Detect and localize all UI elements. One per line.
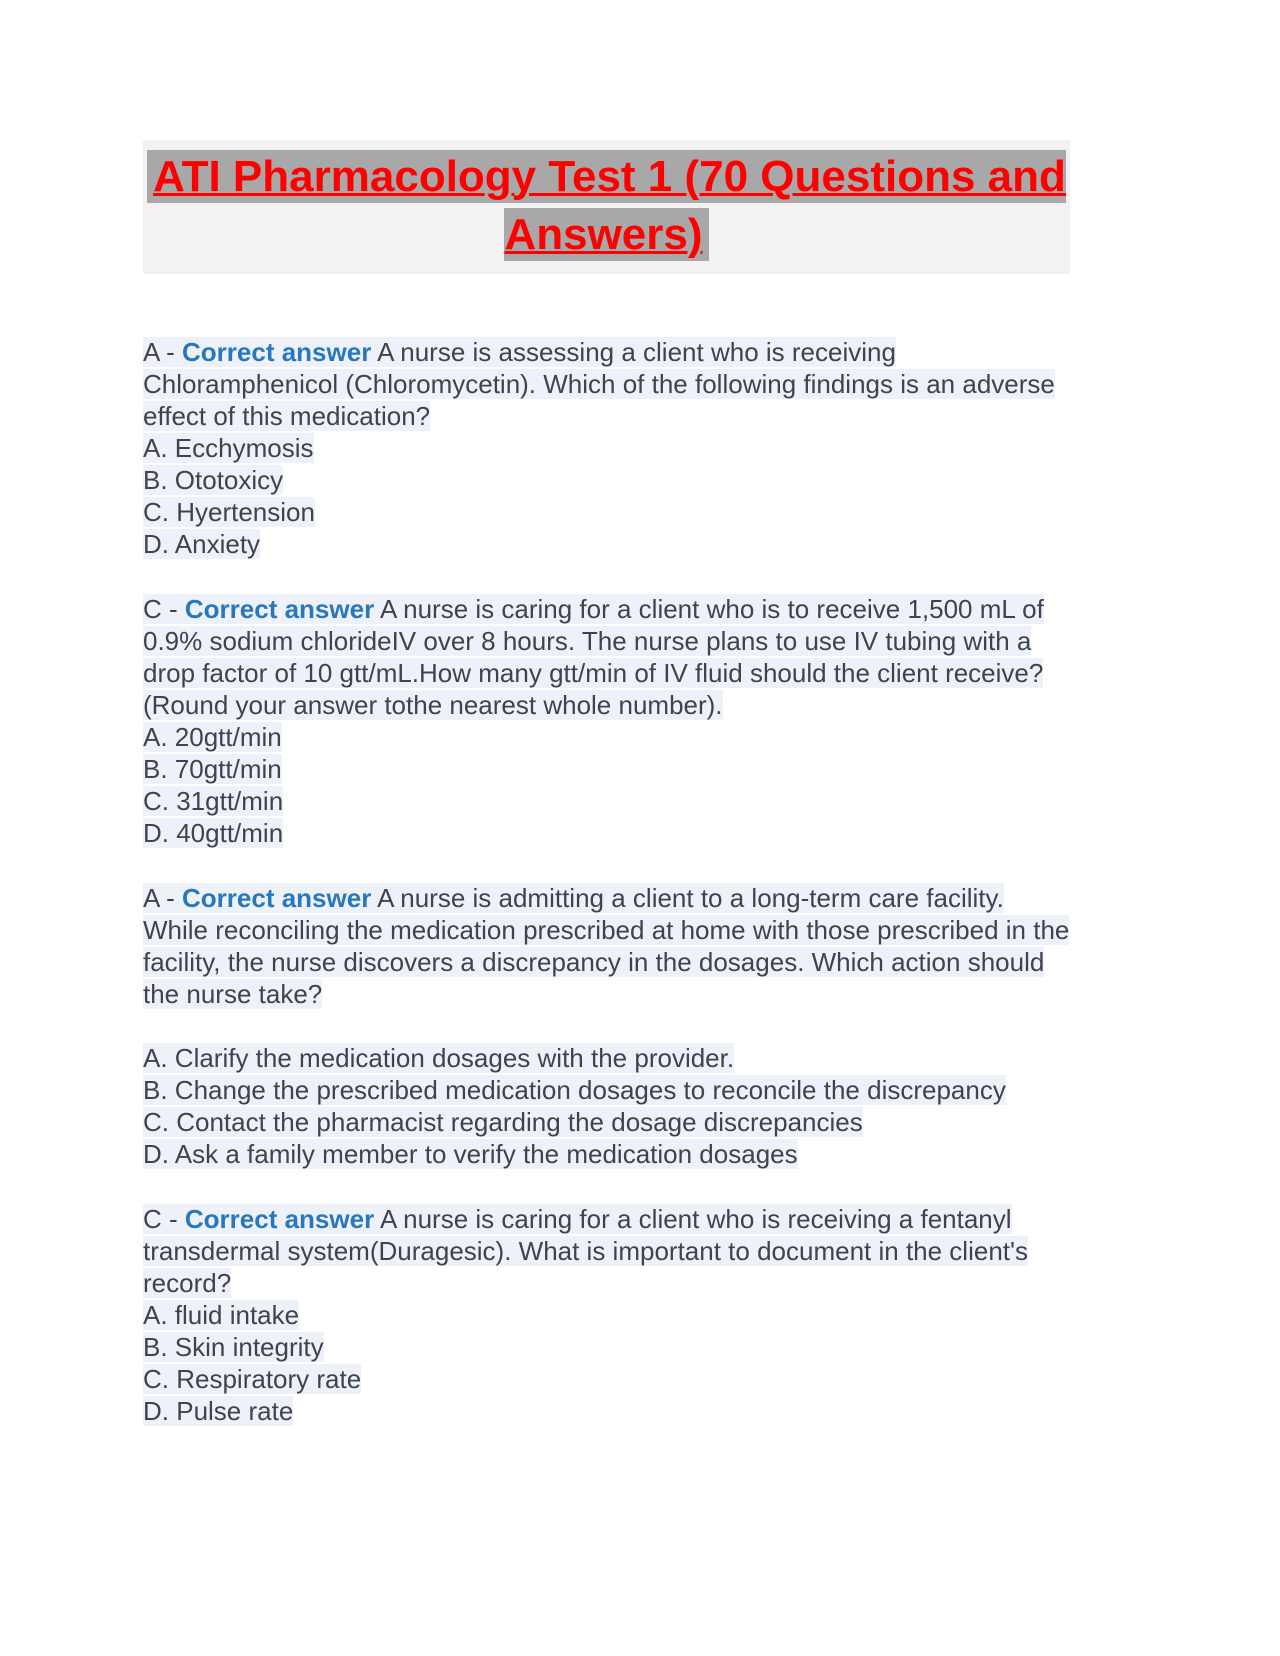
answer-prefix: A -: [143, 337, 183, 368]
title-block: [143, 140, 1070, 274]
answer-prefix: A -: [143, 883, 183, 914]
question-text: A nurse is caring for a client who is receiving a fentanyl transdermal system(Duragesic). What is important to document in the client's record?: [143, 1204, 1028, 1299]
option-text: D. Ask a family member to verify the medication dosages: [143, 1139, 798, 1170]
question-paragraph: [143, 1203, 1070, 1299]
option-line: [143, 1074, 1070, 1106]
question-paragraph: [143, 593, 1070, 721]
option-line: [143, 1299, 1070, 1331]
question-block-1: [143, 336, 1070, 560]
option-line: [143, 817, 1070, 849]
answer-prefix: C -: [143, 1204, 185, 1235]
question-paragraph: [143, 882, 1070, 1010]
option-text: B. Skin integrity: [143, 1332, 324, 1363]
question-block-2: [143, 593, 1070, 849]
option-text: A. Ecchymosis: [143, 433, 314, 464]
option-line: [143, 496, 1070, 528]
question-paragraph: [143, 336, 1070, 432]
option-text: A. Clarify the medication dosages with the provider.: [143, 1043, 735, 1074]
correct-answer-label: Correct answer: [184, 1204, 375, 1235]
option-text: C. Contact the pharmacist regarding the dosage discrepancies: [143, 1107, 863, 1138]
options-list: [143, 721, 1070, 849]
option-line: [143, 721, 1070, 753]
option-line: [143, 432, 1070, 464]
option-text: B. Ototoxicy: [143, 465, 284, 496]
question-text: A nurse is assessing a client who is receiving Chloramphenicol (Chloromycetin). Which of the following findings is an adverse effect of this medication?: [143, 337, 1055, 432]
option-text: D. Anxiety: [143, 529, 261, 560]
option-line: [143, 785, 1070, 817]
option-text: D. Pulse rate: [143, 1396, 294, 1427]
option-line: [143, 1106, 1070, 1138]
option-line: [143, 1331, 1070, 1363]
option-line: [143, 1363, 1070, 1395]
option-line: [143, 1138, 1070, 1170]
question-block-4: [143, 1203, 1070, 1427]
option-line: [143, 464, 1070, 496]
question-text: A nurse is caring for a client who is to receive 1,500 mL of 0.9% sodium chlorideIV over 8 hours. The nurse plans to use IV tubing with a drop factor of 10 gtt/mL.How many gtt/min of IV fluid should the client receive? (Round your answer tothe nearest whole number).: [143, 594, 1044, 721]
option-text: C. 31gtt/min: [143, 786, 284, 817]
option-line: [143, 1042, 1070, 1074]
correct-answer-label: Correct answer: [184, 594, 375, 625]
option-line: [143, 1395, 1070, 1427]
option-text: B. Change the prescribed medication dosages to reconcile the discrepancy: [143, 1075, 1006, 1106]
option-text: D. 40gtt/min: [143, 818, 284, 849]
option-text: C. Respiratory rate: [143, 1364, 362, 1395]
page-title: ATI Pharmacology Test 1 (70 Questions and Answers): [147, 150, 1066, 261]
question-block-3: [143, 882, 1070, 1170]
options-list: [143, 432, 1070, 560]
options-list: [143, 1042, 1070, 1170]
correct-answer-label: Correct answer: [182, 337, 372, 368]
option-line: [143, 528, 1070, 560]
question-text: A nurse is admitting a client to a long-term care facility. While reconciling the medication prescribed at home with those prescribed in the facility, the nurse discovers a discrepancy in the dosages. Which action should the nurse take?: [143, 883, 1070, 1010]
option-text: A. fluid intake: [143, 1300, 300, 1331]
correct-answer-label: Correct answer: [182, 883, 372, 914]
option-text: B. 70gtt/min: [143, 754, 282, 785]
option-line: [143, 753, 1070, 785]
option-text: A. 20gtt/min: [143, 722, 282, 753]
options-list: [143, 1299, 1070, 1427]
answer-prefix: C -: [143, 594, 185, 625]
option-text: C. Hyertension: [143, 497, 315, 528]
